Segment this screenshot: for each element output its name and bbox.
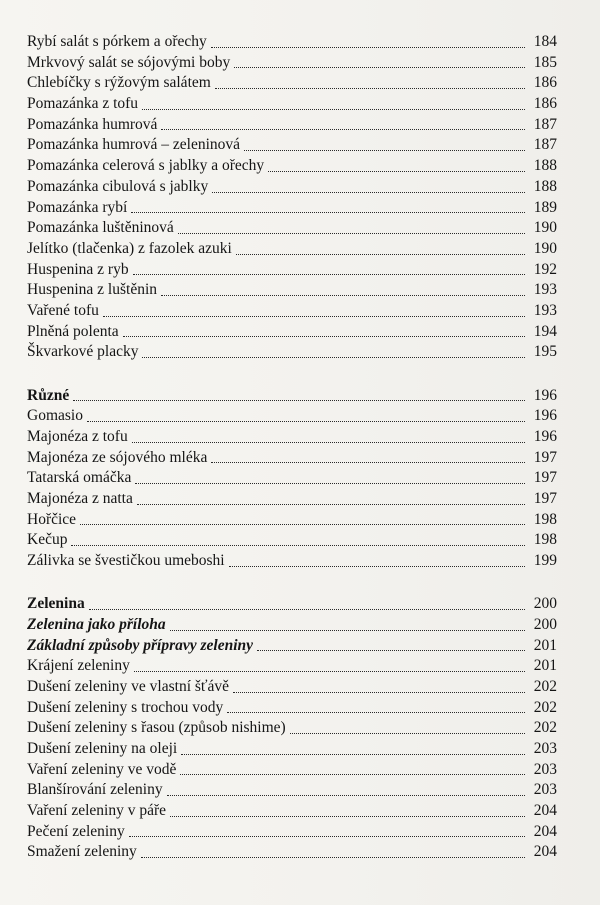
toc-entry [27,468,557,489]
dot-leader [89,608,525,610]
toc-entry [27,510,557,531]
toc-page-number: 184 [533,33,557,50]
toc-entry-title: Vaření zeleniny ve vodě [27,760,177,778]
dot-leader [80,523,525,525]
toc-entry [27,301,557,322]
toc-page-number: 188 [533,157,557,175]
toc-section [27,594,557,863]
dot-leader [103,315,525,317]
toc-entry [27,427,557,448]
toc-entry [27,198,557,219]
toc-entry [27,801,557,822]
toc-entry-title: Chlebíčky s rýžovým salátem [27,74,211,92]
toc-page-number: 203 [533,781,557,799]
toc-entry [27,698,557,719]
toc-page-number: 201 [533,657,557,675]
toc-page-number: 195 [533,343,557,361]
toc-entry-title: Huspenina z luštěnin [27,281,158,299]
toc-section [27,386,557,572]
table-of-contents [27,32,557,863]
toc-entry-title: Huspenina z ryb [27,260,129,278]
toc-entry-title: Majonéza z natta [27,489,133,507]
toc-entry-title: Krájení zeleniny [27,657,130,675]
dot-leader [142,356,525,358]
toc-entry-title: Dušení zeleniny ve vlastní šťávě [27,677,230,695]
toc-entry [27,822,557,843]
toc-heading-title: Základní způsoby přípravy zeleniny [27,636,254,654]
toc-page-number: 197 [533,469,557,487]
toc-page-number: 190 [533,239,557,257]
toc-entry-title: Dušení zeleniny na oleji [27,740,178,757]
dot-leader [73,399,525,401]
dot-leader [268,170,525,172]
toc-page-number: 201 [533,636,557,654]
toc-page-number: 185 [533,53,557,71]
dot-leader [178,232,525,234]
toc-page-number: 187 [533,136,557,154]
toc-entry [27,156,557,177]
toc-page-number: 196 [533,386,557,404]
toc-entry-title: Kečup [27,531,68,549]
dot-leader [123,335,525,337]
toc-entry-title: Pomazánka celerová s jablky a ořechy [27,157,265,175]
toc-entry [27,780,557,801]
toc-entry-title: Pomazánka humrová [27,115,158,133]
toc-entry [27,94,557,115]
toc-entry [27,32,557,53]
dot-leader [131,211,525,213]
toc-entry-title: Pomazánka cibulová s jablky [27,177,209,195]
toc-entry [27,280,557,301]
toc-entry [27,530,557,551]
dot-leader [236,253,525,255]
toc-entry [27,551,557,572]
toc-entry-title: Pomazánka humrová – zeleninová [27,136,241,154]
dot-leader [227,711,525,713]
dot-leader [161,294,525,296]
dot-leader [133,273,525,275]
toc-entry-title: Hořčice [27,510,77,528]
toc-entry-title: Pomazánka luštěninová [27,219,174,237]
toc-page-number: 189 [533,198,557,216]
toc-page-number: 202 [533,698,557,716]
toc-entry [27,656,557,677]
toc-entry-title: Tatarská omáčka [27,469,132,487]
toc-section [27,32,557,363]
toc-page-number: 198 [533,531,557,549]
toc-page-number: 202 [533,677,557,695]
dot-leader [135,482,525,484]
toc-page-number: 196 [533,407,557,425]
dot-leader [234,66,525,68]
dot-leader [229,565,525,567]
dot-leader [87,420,525,422]
toc-heading-title: Různé [27,386,70,404]
toc-entry-title: Gomasio [27,407,83,425]
toc-page-number: 186 [533,95,557,113]
toc-page-number: 193 [533,301,557,319]
toc-entry-title: Smažení zeleniny [27,843,137,861]
dot-leader [212,191,525,193]
toc-entry [27,760,557,781]
dot-leader [161,128,525,130]
toc-page-number: 194 [533,322,557,340]
toc-page-number: 204 [533,802,557,820]
toc-page-number: 197 [533,489,557,507]
toc-entry [27,718,557,739]
toc-entry-title: Blanšírování zeleniny [27,781,163,799]
dot-leader [132,441,525,443]
section-gap [27,572,557,595]
toc-page-number: 190 [533,219,557,237]
toc-page-number: 197 [533,448,557,466]
dot-leader [137,503,525,505]
dot-leader [170,629,525,631]
section-gap [27,363,557,386]
toc-entry [27,260,557,281]
toc-entry [27,218,557,239]
toc-page-number: 200 [533,595,557,613]
dot-leader [215,87,525,89]
toc-entry [27,73,557,94]
toc-page-number: 198 [533,510,557,528]
toc-page-number: 193 [533,281,557,299]
toc-heading-title: Zelenina jako příloha [27,615,166,633]
toc-page-number: 192 [533,260,557,278]
toc-entry-title: Pečení zeleniny [27,822,125,840]
toc-entry-title: Vařené tofu [27,301,99,319]
toc-entry [27,636,557,657]
toc-entry [27,177,557,198]
toc-page-number: 186 [533,74,557,92]
toc-page-number: 200 [533,615,557,633]
toc-entry [27,594,557,615]
dot-leader [181,753,525,755]
toc-entry-title: Dušení zeleniny s řasou (způsob nishime) [27,719,286,737]
toc-page-number: 188 [533,177,557,195]
toc-entry [27,842,557,863]
dot-leader [167,794,525,796]
toc-entry [27,386,557,407]
toc-entry [27,406,557,427]
toc-entry [27,53,557,74]
toc-entry [27,239,557,260]
toc-entry [27,115,557,136]
toc-entry-title: Mrkvový salát se sójovými boby [27,53,231,71]
toc-entry-title: Jelítko (tlačenka) z fazolek azuki [27,239,232,257]
dot-leader [211,46,525,48]
toc-page-number: 203 [533,740,557,757]
toc-page-number: 202 [533,719,557,737]
toc-page-number: 187 [533,115,557,133]
toc-entry-title: Zálivka se švestičkou umeboshi [27,552,225,569]
toc-page-number: 204 [533,822,557,840]
dot-leader [211,461,525,463]
toc-entry-title: Pomazánka z tofu [27,95,139,113]
toc-entry [27,677,557,698]
toc-page-number: 204 [533,843,557,861]
dot-leader [290,732,525,734]
toc-page-number: 203 [533,760,557,778]
toc-entry [27,615,557,636]
toc-entry-title: Majonéza z tofu [27,427,128,445]
dot-leader [233,691,525,693]
dot-leader [244,149,525,151]
dot-leader [170,815,525,817]
toc-entry [27,342,557,363]
toc-entry [27,448,557,469]
toc-entry-title: Rybí salát s pórkem a ořechy [27,33,207,50]
toc-page-number: 196 [533,427,557,445]
toc-entry-title: Pomazánka rybí [27,198,128,216]
toc-page-number: 199 [533,552,557,569]
dot-leader [134,670,525,672]
toc-entry [27,489,557,510]
toc-heading-title: Zelenina [27,595,85,613]
dot-leader [180,773,525,775]
toc-entry-title: Majonéza ze sójového mléka [27,448,208,466]
toc-entry [27,739,557,760]
toc-entry-title: Vaření zeleniny v páře [27,802,167,820]
toc-entry-title: Plněná polenta [27,322,119,340]
dot-leader [71,544,525,546]
toc-entry [27,322,557,343]
dot-leader [129,835,525,837]
dot-leader [142,108,525,110]
dot-leader [257,649,525,651]
dot-leader [141,856,525,858]
toc-entry-title: Škvarkové placky [27,343,139,361]
toc-entry-title: Dušení zeleniny s trochou vody [27,698,224,716]
toc-entry [27,135,557,156]
